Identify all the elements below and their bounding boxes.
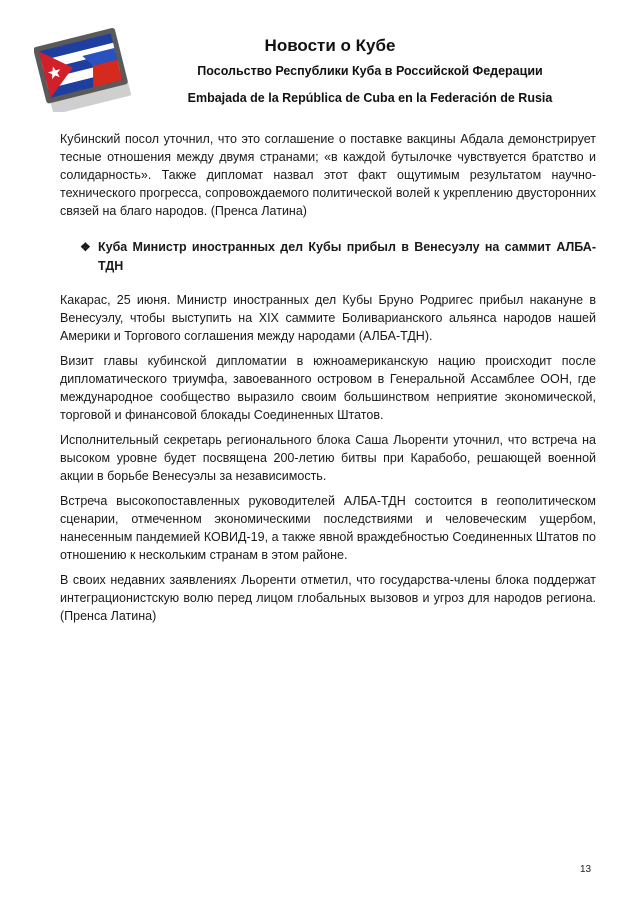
article-paragraph: Визит главы кубинской дипломатии в южноамериканскую нацию происходит после дипломатического триумфа, завоеванного островом в Генеральной Ассамблее ООН, где международное сообщество выразило своим большинством неприятие экономической, торговой и финансовой блокады Соединенных Штатов.	[60, 354, 596, 422]
embassy-name-es: Embajada de la República de Cuba en la Federación de Rusia	[187, 91, 553, 105]
intro-paragraph: Кубинский посол уточнил, что это соглашение о поставке вакцины Абдала демонстрирует тесные отношения между двумя странами; «в каждой бутылочке чувствуется братство и солидарность». Также дипломат назвал этот факт ощутимым результатом научно-технического прогресса, сопровождаемого политической волей к укреплению двусторонних связей на благо народов. (Пренса Латина)	[60, 132, 596, 218]
page-number: 13	[580, 864, 592, 875]
article-paragraph: Встреча высокопоставленных руководителей АЛБА-ТДН состоится в геополитическом сценарии, отмеченном экономическими последствиями и человеческим ущербом, нанесенным пандемией КОВИД-19, а также явной враждебностью Соединенных Штатов по отношению к нескольким странам в этом районе.	[60, 494, 596, 562]
article-paragraph: В своих недавних заявлениях Льоренти отметил, что государства-члены блока поддержат интеграционистскую волю перед лицом глобальных вызовов и угроз для народов региона. (Пренса Латина)	[60, 573, 596, 623]
article-body	[60, 130, 596, 632]
article-paragraph: Исполнительный секретарь регионального блока Саша Льоренти уточнил, что встреча на высоком уровне будет посвящена 200-летию битвы при Карабобо, решающей военной акции в борьбе Венесуэлы за независимость.	[60, 433, 596, 483]
article-heading	[80, 238, 596, 276]
cuba-russia-flags-icon	[34, 26, 134, 112]
article-heading-text: Куба Министр иностранных дел Кубы прибыл в Венесуэлу на саммит АЛБА-ТДН	[98, 240, 596, 273]
embassy-name-ru: Посольство Республики Куба в Российской Федерации	[197, 64, 543, 78]
bullet-diamond-icon: ❖	[80, 240, 91, 254]
article-paragraph: Какарас, 25 июня. Министр иностранных дел Кубы Бруно Родригес прибыл накануне в Венесуэлу, чтобы выступить на XIX саммите Боливарианского альянса народов нашей Америки и Торгового соглашения между народами (АЛБА-ТДН).	[60, 293, 596, 343]
page-title: Новости о Кубе	[264, 36, 396, 55]
